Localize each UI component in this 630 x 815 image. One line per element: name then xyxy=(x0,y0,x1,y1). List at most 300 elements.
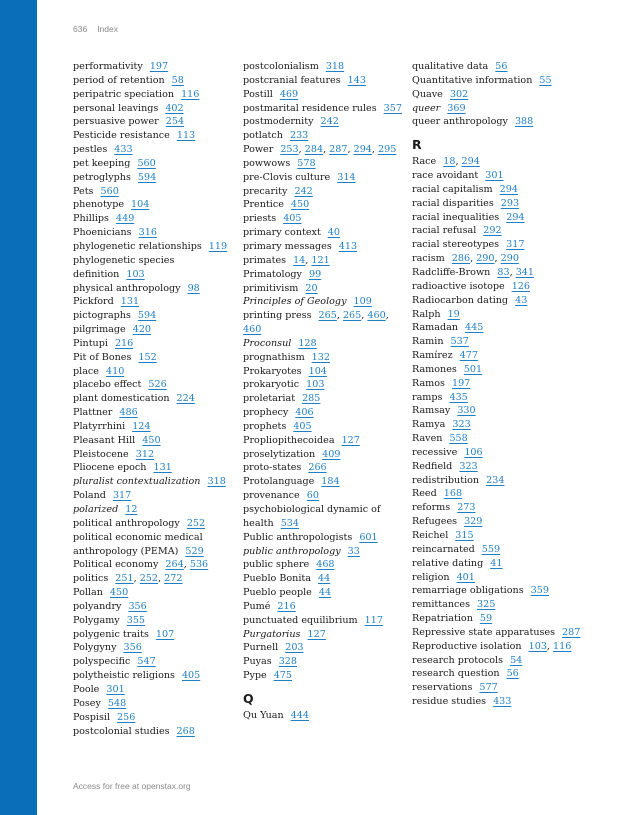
page-references xyxy=(132,421,150,432)
index-entry xyxy=(243,378,405,392)
page-link[interactable]: 59 xyxy=(479,613,493,625)
page-link[interactable]: 287 xyxy=(562,626,581,638)
page-link[interactable]: 301 xyxy=(485,170,504,182)
index-entry xyxy=(412,667,582,681)
index-entry xyxy=(73,115,235,129)
page-references xyxy=(464,364,482,375)
page-link[interactable]: 594 xyxy=(137,171,157,183)
page-link[interactable]: 292 xyxy=(483,225,502,237)
index-term: pilgrimage xyxy=(73,324,126,336)
index-term: pictographs xyxy=(73,310,131,322)
page-link[interactable]: 124 xyxy=(132,420,151,432)
page-link[interactable]: 486 xyxy=(119,407,138,419)
page-link[interactable]: 526 xyxy=(148,379,167,391)
page-link[interactable]: 318 xyxy=(325,61,345,72)
page-link[interactable]: 44 xyxy=(318,573,331,585)
index-entry xyxy=(412,266,582,280)
index-entry xyxy=(243,60,405,74)
index-term: phylogenetic relationships xyxy=(73,240,202,252)
index-entry xyxy=(73,351,235,365)
page-link[interactable]: 536 xyxy=(189,559,209,571)
page-references xyxy=(295,407,313,418)
index-term: placebo effect xyxy=(73,379,142,391)
page-references xyxy=(124,642,142,653)
index-term: reservations xyxy=(412,682,473,694)
page-references xyxy=(187,518,205,529)
page-link[interactable]: 558 xyxy=(449,433,468,445)
page-link[interactable]: 19 xyxy=(447,308,460,320)
page-references xyxy=(128,601,146,612)
page-link[interactable]: 450 xyxy=(109,587,129,599)
index-entry xyxy=(412,60,582,74)
page-link[interactable]: 578 xyxy=(297,157,316,169)
page-link[interactable]: 302 xyxy=(449,88,469,100)
page-link[interactable]: 117 xyxy=(364,614,383,626)
page-separator: , xyxy=(133,573,140,585)
page-link[interactable]: 116 xyxy=(181,88,200,100)
page-references xyxy=(457,405,475,416)
page-link[interactable]: 104 xyxy=(131,199,150,211)
index-entry xyxy=(73,558,235,572)
page-separator: , xyxy=(455,156,462,168)
page-link[interactable]: 127 xyxy=(341,434,360,446)
page-references xyxy=(506,212,524,223)
page-link[interactable]: 104 xyxy=(308,365,327,377)
page-link[interactable]: 290 xyxy=(476,253,495,265)
page-link[interactable]: 103 xyxy=(528,640,547,652)
index-entry xyxy=(412,404,582,418)
page-link[interactable]: 317 xyxy=(506,239,525,251)
page-references xyxy=(500,184,518,195)
page-link[interactable]: 273 xyxy=(457,502,476,514)
index-entry xyxy=(243,129,405,143)
page-references xyxy=(477,599,495,610)
page-references xyxy=(531,585,549,596)
page-link[interactable]: 548 xyxy=(107,697,127,709)
index-entry xyxy=(73,697,235,711)
page-link[interactable]: 560 xyxy=(100,185,119,197)
page-references xyxy=(482,544,500,555)
index-term: politics xyxy=(73,573,109,585)
page-link[interactable]: 460 xyxy=(367,310,386,322)
page-link[interactable]: 501 xyxy=(463,363,483,375)
index-entry xyxy=(73,212,235,226)
index-term: polytheistic religions xyxy=(73,670,175,682)
index-term: racial refusal xyxy=(412,225,477,237)
page-references xyxy=(127,615,145,626)
page-link[interactable]: 318 xyxy=(207,476,226,488)
page-link[interactable]: 252 xyxy=(139,573,159,585)
page-link[interactable]: 103 xyxy=(306,379,325,391)
page-link[interactable]: 265 xyxy=(318,310,337,322)
page-link[interactable]: 409 xyxy=(322,448,341,460)
page-link[interactable]: 242 xyxy=(294,185,313,197)
page-link[interactable]: 328 xyxy=(278,656,298,668)
page-link[interactable]: 445 xyxy=(465,322,484,334)
page-link[interactable]: 266 xyxy=(308,462,327,474)
index-entry xyxy=(73,420,235,434)
page-link[interactable]: 116 xyxy=(553,640,572,652)
page-link[interactable]: 323 xyxy=(459,460,478,472)
page-link[interactable]: 12 xyxy=(125,504,138,515)
page-link[interactable]: 58 xyxy=(171,74,184,86)
page-link[interactable]: 44 xyxy=(318,587,332,599)
page-references xyxy=(512,281,530,292)
page-link[interactable]: 265 xyxy=(342,310,362,322)
index-term: Poole xyxy=(73,683,100,695)
index-entry xyxy=(243,282,405,296)
page-link[interactable]: 477 xyxy=(459,350,478,362)
page-footer: Access for free at openstax.org xyxy=(73,781,191,791)
index-term: primary context xyxy=(243,227,321,239)
page-link[interactable]: 294 xyxy=(506,211,525,223)
page-references xyxy=(495,61,507,72)
page-link[interactable]: 312 xyxy=(135,448,155,460)
page-link[interactable]: 315 xyxy=(455,530,474,541)
page-references xyxy=(209,241,227,252)
index-term: psychobiological dynamic of health xyxy=(243,504,381,529)
page-references xyxy=(177,726,195,737)
page-link[interactable]: 203 xyxy=(285,642,304,654)
index-term: Purgatorius xyxy=(243,628,301,640)
page-link[interactable]: 60 xyxy=(306,490,319,502)
page-link[interactable]: 131 xyxy=(153,462,172,474)
index-entry xyxy=(243,143,405,157)
page-link[interactable]: 168 xyxy=(443,488,463,500)
page-link[interactable]: 268 xyxy=(176,725,195,737)
page-link[interactable]: 402 xyxy=(165,102,184,114)
index-term: Ramadan xyxy=(412,322,459,334)
page-references xyxy=(464,516,482,527)
page-link[interactable]: 405 xyxy=(181,670,201,682)
index-entry xyxy=(243,558,405,572)
page-references xyxy=(126,269,144,280)
page-link[interactable]: 317 xyxy=(112,490,132,502)
index-term: plant domestication xyxy=(73,393,170,405)
page-link[interactable]: 143 xyxy=(347,74,366,86)
index-term: Pospisil xyxy=(73,711,111,723)
index-term: Repatriation xyxy=(412,613,473,625)
page-link[interactable]: 295 xyxy=(378,144,397,156)
index-term: prophecy xyxy=(243,407,289,419)
index-entry xyxy=(243,198,405,212)
index-entry xyxy=(73,226,235,240)
index-entry xyxy=(73,88,235,102)
page-link[interactable]: 450 xyxy=(290,199,310,211)
page-link[interactable]: 106 xyxy=(464,446,483,458)
page-link[interactable]: 577 xyxy=(479,682,498,694)
page-references xyxy=(459,461,477,472)
index-letter-heading: Q xyxy=(243,690,254,706)
index-entry xyxy=(73,171,235,185)
index-entry xyxy=(73,711,235,725)
page-link[interactable]: 405 xyxy=(293,420,312,432)
index-entry xyxy=(412,654,582,668)
page-link[interactable]: 369 xyxy=(447,102,466,114)
page-link[interactable]: 284 xyxy=(304,144,324,156)
page-link[interactable]: 420 xyxy=(132,324,152,336)
page-link[interactable]: 355 xyxy=(126,614,146,626)
index-entry xyxy=(412,252,582,266)
page-link[interactable]: 294 xyxy=(461,156,480,168)
page-link[interactable]: 197 xyxy=(451,377,471,389)
page-references xyxy=(493,696,511,707)
index-entry xyxy=(243,240,405,254)
page-link[interactable]: 18 xyxy=(443,156,456,168)
index-term: proletariat xyxy=(243,393,296,405)
index-term: potlatch xyxy=(243,130,283,142)
page-link[interactable]: 529 xyxy=(185,545,204,557)
page-link[interactable]: 325 xyxy=(477,599,496,611)
index-term: Repressive state apparatuses xyxy=(412,626,556,638)
page-references xyxy=(121,296,139,307)
index-entry xyxy=(412,460,582,474)
page-link[interactable]: 56 xyxy=(506,668,519,680)
page-link[interactable]: 107 xyxy=(155,628,175,640)
page-references xyxy=(153,462,171,473)
page-references xyxy=(447,103,465,114)
page-link[interactable]: 413 xyxy=(338,240,358,252)
page-link[interactable]: 233 xyxy=(289,130,309,142)
page-separator: , xyxy=(385,310,389,322)
index-entry xyxy=(73,365,235,379)
page-link[interactable]: 294 xyxy=(353,144,372,156)
page-link[interactable]: 330 xyxy=(457,405,476,417)
page-link[interactable]: 433 xyxy=(114,144,133,156)
index-term: postmarital residence rules xyxy=(243,102,377,114)
index-term: prognathism xyxy=(243,351,305,363)
page-references xyxy=(486,475,504,486)
page-link[interactable]: 468 xyxy=(316,559,335,571)
page-link[interactable]: 314 xyxy=(337,171,356,183)
page-link[interactable]: 357 xyxy=(383,102,402,114)
page-link[interactable]: 290 xyxy=(500,253,519,265)
page-references xyxy=(539,75,551,86)
page-references xyxy=(490,558,502,569)
index-entry xyxy=(73,434,235,448)
page-references xyxy=(312,352,330,363)
index-entry xyxy=(412,418,582,432)
page-link[interactable]: 475 xyxy=(273,670,293,682)
index-term: Purnell xyxy=(243,642,279,654)
page-link[interactable]: 286 xyxy=(451,253,471,265)
page-link[interactable]: 216 xyxy=(114,337,134,349)
page-references xyxy=(119,407,137,418)
page-references xyxy=(137,158,155,169)
page-link[interactable]: 341 xyxy=(515,266,534,278)
page-link[interactable]: 33 xyxy=(347,545,360,557)
page-link[interactable]: 316 xyxy=(138,227,157,239)
page-references xyxy=(274,670,292,681)
index-term: race avoidant xyxy=(412,170,479,182)
page-link[interactable]: 323 xyxy=(452,419,471,431)
page-separator: , xyxy=(371,144,379,156)
page-link[interactable]: 126 xyxy=(511,280,530,292)
index-entry xyxy=(243,102,405,116)
page-separator: , xyxy=(158,573,165,585)
page-link[interactable]: 184 xyxy=(321,476,340,488)
page-link[interactable]: 294 xyxy=(499,183,518,195)
page-link[interactable]: 293 xyxy=(500,197,520,209)
page-link[interactable]: 444 xyxy=(290,709,309,721)
page-link[interactable]: 253 xyxy=(280,144,299,156)
page-link[interactable]: 121 xyxy=(311,254,330,266)
page-link[interactable]: 405 xyxy=(283,213,302,225)
page-references xyxy=(305,283,317,294)
page-link[interactable]: 359 xyxy=(530,585,549,597)
page-link[interactable]: 272 xyxy=(164,573,183,585)
index-entry xyxy=(73,282,235,296)
page-link[interactable]: 14 xyxy=(293,254,306,266)
page-references xyxy=(464,447,482,458)
page-link[interactable]: 406 xyxy=(295,407,314,419)
index-entry xyxy=(243,572,405,586)
page-link[interactable]: 388 xyxy=(514,116,534,128)
page-link[interactable]: 547 xyxy=(137,656,156,668)
index-term: proto-states xyxy=(243,462,302,474)
page-references xyxy=(106,366,124,377)
index-entry xyxy=(243,365,405,379)
index-term: Principles of Geology xyxy=(243,296,347,308)
page-link[interactable]: 234 xyxy=(486,474,505,486)
page-link[interactable]: 224 xyxy=(176,393,195,405)
index-entry xyxy=(412,571,582,585)
page-link[interactable]: 450 xyxy=(142,434,161,446)
index-entry xyxy=(73,102,235,116)
index-entry xyxy=(243,600,405,614)
page-link[interactable]: 103 xyxy=(126,268,145,280)
index-term: punctuated equilibrium xyxy=(243,614,358,626)
index-entry xyxy=(412,197,582,211)
page-link[interactable]: 301 xyxy=(106,683,125,695)
index-term: Qu Yuan xyxy=(243,709,284,721)
index-term: primates xyxy=(243,254,287,266)
page-references xyxy=(348,75,366,86)
page-link[interactable]: 433 xyxy=(493,696,512,708)
page-references xyxy=(182,670,200,681)
page-link[interactable]: 197 xyxy=(149,61,169,72)
page-link[interactable]: 560 xyxy=(137,157,156,169)
page-link[interactable]: 43 xyxy=(515,294,528,306)
page-link[interactable]: 449 xyxy=(115,213,135,225)
page-link[interactable]: 56 xyxy=(495,61,508,72)
page-link[interactable]: 216 xyxy=(277,600,296,612)
page-link[interactable]: 131 xyxy=(120,296,140,308)
index-entry xyxy=(73,157,235,171)
page-references xyxy=(449,392,467,403)
page-link[interactable]: 252 xyxy=(186,517,206,529)
page-link[interactable]: 152 xyxy=(138,351,157,363)
index-term: Ramos xyxy=(412,377,445,389)
index-term: Raven xyxy=(412,433,443,445)
page-references xyxy=(510,655,522,666)
page-link[interactable]: 254 xyxy=(165,116,185,128)
page-link[interactable]: 601 xyxy=(359,531,378,543)
index-term: political anthropology xyxy=(73,517,180,529)
page-references xyxy=(306,379,324,390)
page-link[interactable]: 132 xyxy=(311,351,330,363)
page-link[interactable]: 83 xyxy=(497,266,510,278)
page-references xyxy=(138,352,156,363)
page-link[interactable]: 460 xyxy=(243,324,262,336)
page-link[interactable]: 119 xyxy=(208,240,228,252)
index-term: Reichel xyxy=(412,530,449,541)
index-term: Phillips xyxy=(73,213,109,225)
page-references xyxy=(150,61,168,72)
page-link[interactable]: 113 xyxy=(176,130,196,142)
index-term: Ramin xyxy=(412,336,444,348)
page-link[interactable]: 109 xyxy=(353,296,372,308)
page-link[interactable]: 537 xyxy=(450,336,469,348)
page-link[interactable]: 534 xyxy=(280,517,299,529)
index-entry xyxy=(412,335,582,349)
page-link[interactable]: 329 xyxy=(464,516,483,528)
index-term: Puyas xyxy=(243,656,272,668)
index-term: Pueblo Bonita xyxy=(243,573,311,585)
index-column-3 xyxy=(412,60,582,709)
page-link[interactable]: 435 xyxy=(449,391,468,403)
index-term: postmodernity xyxy=(243,116,314,128)
index-term: Reproductive isolation xyxy=(412,640,522,652)
page-link[interactable]: 287 xyxy=(329,144,348,156)
page-link[interactable]: 242 xyxy=(320,116,339,128)
page-link[interactable]: 356 xyxy=(128,600,147,612)
page-references xyxy=(318,573,330,584)
page-references xyxy=(506,239,524,250)
page-link[interactable]: 128 xyxy=(298,337,317,349)
page-link[interactable]: 20 xyxy=(305,282,318,294)
index-term: Pueblo people xyxy=(243,587,312,599)
page-references xyxy=(322,449,340,460)
page-link[interactable]: 99 xyxy=(308,268,322,280)
page-references xyxy=(116,213,134,224)
index-term: reforms xyxy=(412,502,451,514)
page-link[interactable]: 251 xyxy=(115,573,134,585)
page-references xyxy=(450,89,468,100)
index-entry xyxy=(412,74,582,88)
page-link[interactable]: 127 xyxy=(307,628,326,640)
page-link[interactable]: 41 xyxy=(490,557,503,569)
page-link[interactable]: 356 xyxy=(123,642,142,654)
index-entry xyxy=(412,280,582,294)
page-references xyxy=(133,324,151,335)
page-link[interactable]: 401 xyxy=(456,571,475,583)
index-entry xyxy=(243,268,405,282)
index-term: Pit of Bones xyxy=(73,351,132,363)
page-references xyxy=(131,199,149,210)
index-entry xyxy=(412,557,582,571)
page-link[interactable]: 256 xyxy=(117,711,136,723)
page-link[interactable]: 54 xyxy=(510,654,523,666)
page-link[interactable]: 55 xyxy=(539,74,552,86)
page-link[interactable]: 98 xyxy=(187,282,200,294)
page-link[interactable]: 40 xyxy=(327,227,341,239)
page-link[interactable]: 285 xyxy=(302,393,321,405)
page-references xyxy=(138,172,156,183)
index-term: Radiocarbon dating xyxy=(412,294,509,306)
index-term: place xyxy=(73,365,99,377)
page-link[interactable]: 410 xyxy=(105,365,125,377)
index-entry xyxy=(73,669,235,683)
page-link[interactable]: 469 xyxy=(279,88,299,100)
page-references xyxy=(444,488,462,499)
page-link[interactable]: 594 xyxy=(137,310,157,322)
page-link[interactable]: 559 xyxy=(481,543,501,555)
index-entry xyxy=(73,503,235,517)
index-term: Prokaryotes xyxy=(243,365,302,377)
page-link[interactable]: 264 xyxy=(165,559,184,571)
index-entry xyxy=(73,60,235,74)
